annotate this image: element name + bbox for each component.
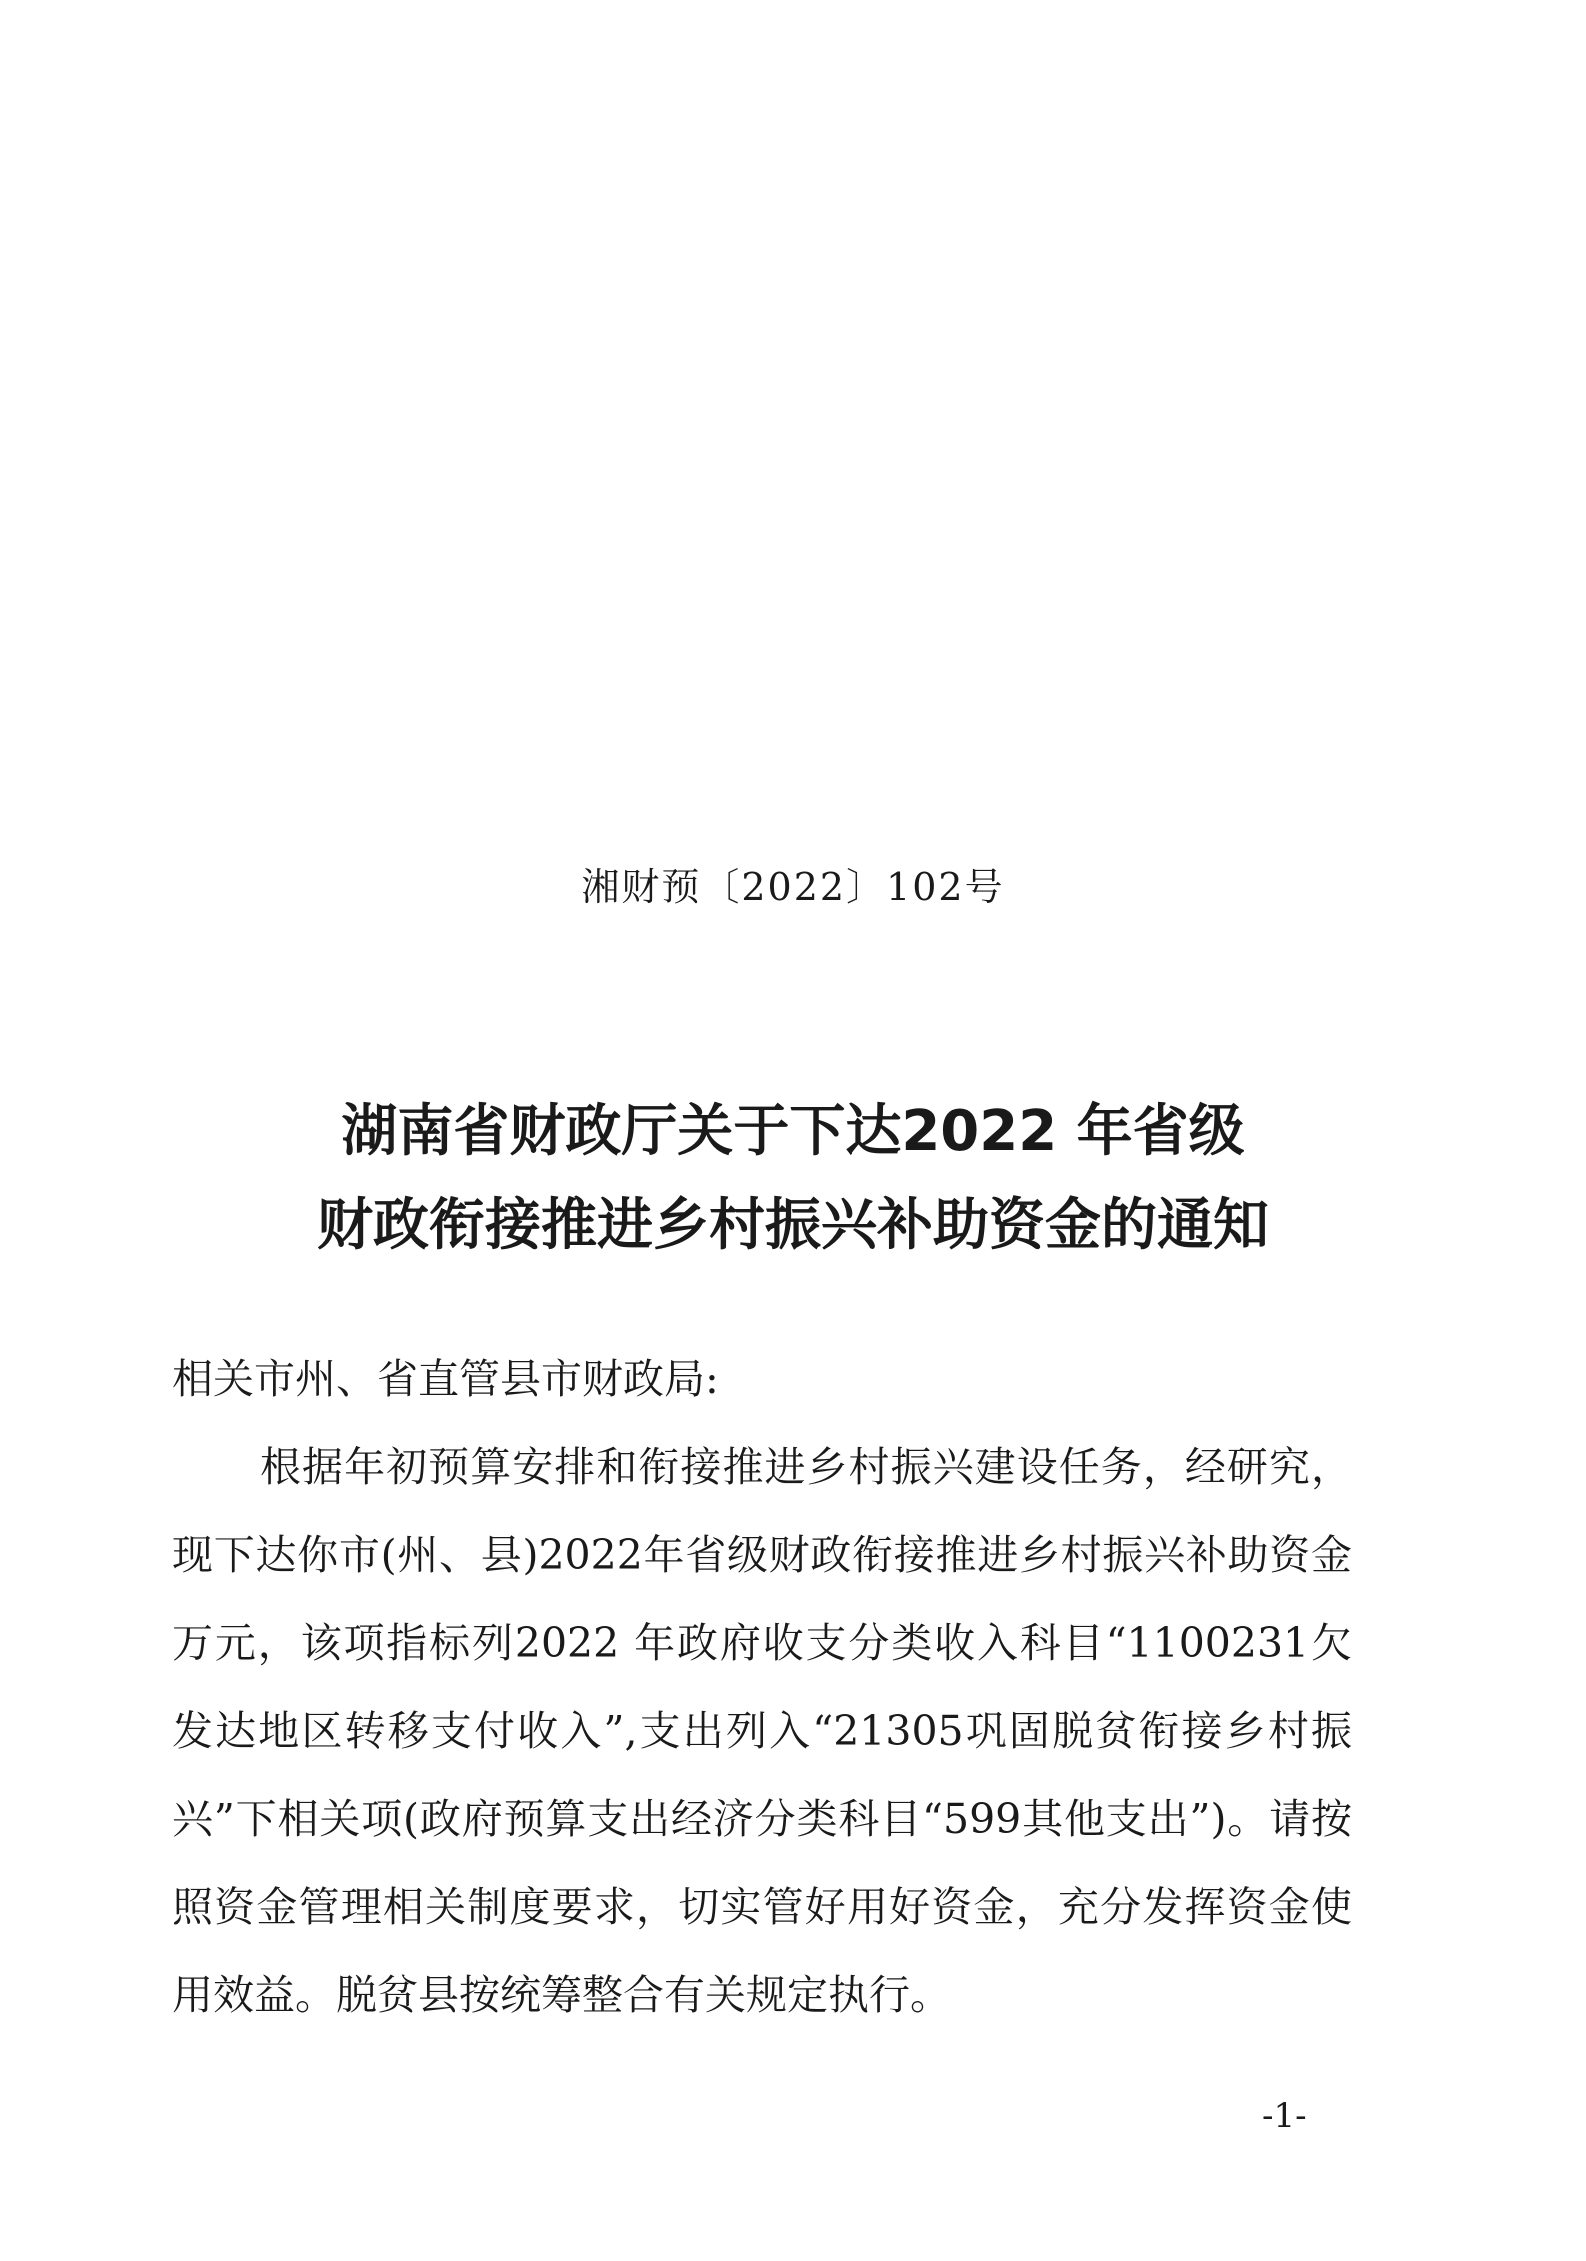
document-title [0,1085,1586,1273]
body-paragraph: 根据年初预算安排和衔接推进乡村振兴建设任务，经研究，现下达你市(州、县)2022年省级财政衔接推进乡村振兴补助资金 万元，该项指标列2022 年政府收支分类收入科目“1100231欠发达地区转移支付收入”,支出列入“21305巩固脱贫衔接乡村振兴”下相关项(政府预算支出经济分类科目“599其他支出”)。请按照资金管理相关制度要求，切实管好用好资金，充分发挥资金使用效益。脱贫县按统筹整合有关规定执行。 [172,1443,1434,2019]
title-line-1: 湖南省财政厅关于下达2022 年省级 [341,1099,1245,1164]
title-line-2: 财政衔接推进乡村振兴补助资金的通知 [317,1193,1269,1258]
salutation: 相关市州、省直管县市财政局: [172,1355,719,1403]
document-body [172,1335,1434,2039]
page-number: -1- [1262,2096,1307,2136]
document-number: 湘财预〔2022〕102号 [581,865,1005,909]
